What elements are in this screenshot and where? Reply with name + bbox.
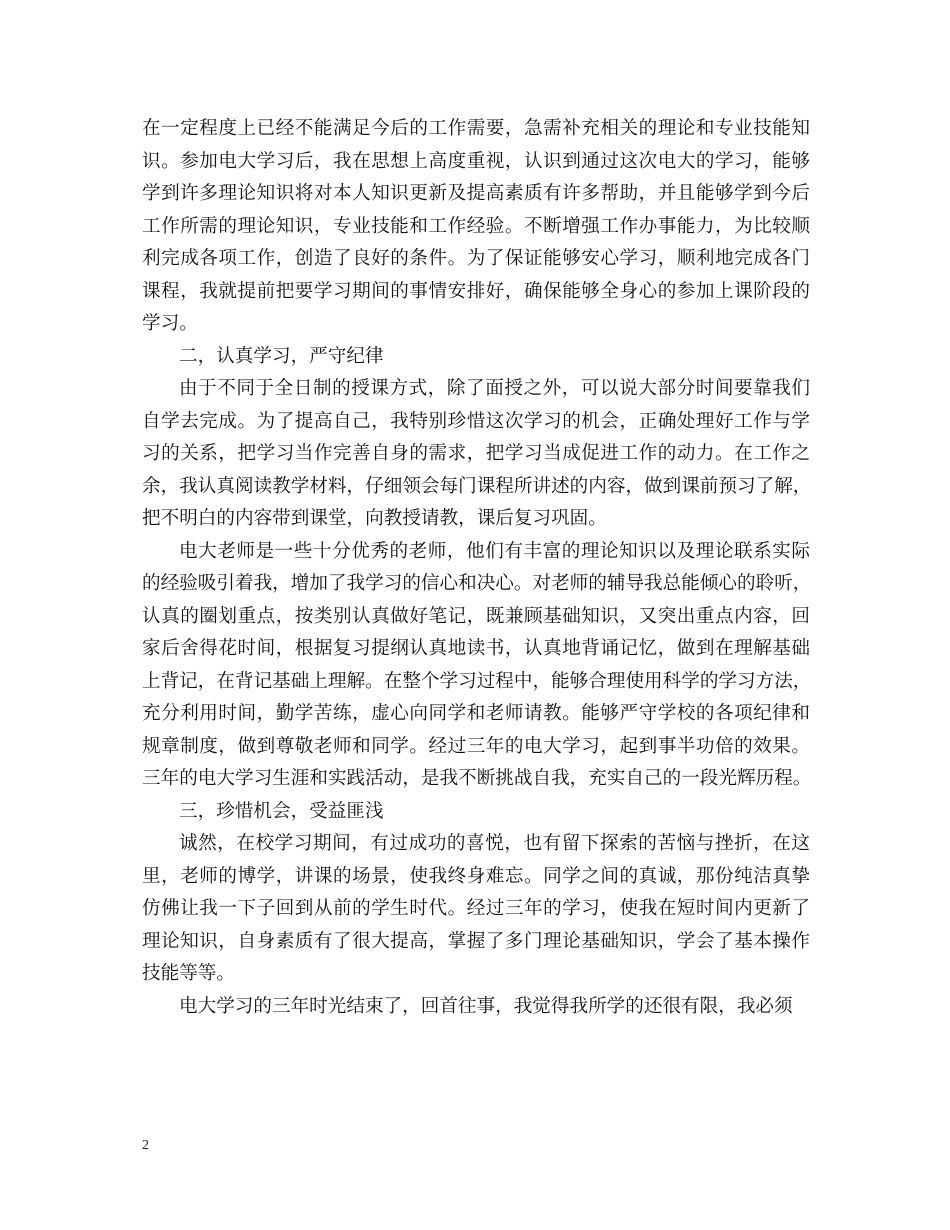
paragraph-line: 诚然，在校学习期间，有过成功的喜悦，也有留下探索的苦恼与挫折，在这 <box>179 833 810 854</box>
paragraph-line: 余，我认真阅读教学材料，仔细领会每门课程所讲述的内容，做到课前预习了解， <box>142 475 812 497</box>
paragraph-line: 工作所需的理论知识，专业技能和工作经验。不断增强工作办事能力，为比较顺 <box>142 215 810 237</box>
paragraph-line: 习的关系，把学习当作完善自身的需求，把学习当成促进工作的动力。在工作之 <box>142 443 810 464</box>
paragraph <box>142 991 810 1024</box>
paragraph-line: 自学去完成。为了提高自己，我特别珍惜这次学习的机会，正确处理好工作与学 <box>142 410 810 432</box>
paragraph-line: 在一定程度上已经不能满足今后的工作需要，急需补充相关的理论和专业技能知 <box>142 118 810 139</box>
paragraph-line: 利完成各项工作，创造了良好的条件。为了保证能够安心学习，顺利地完成各门 <box>142 248 810 269</box>
paragraph-line: 电大老师是一些十分优秀的老师，他们有丰富的理论知识以及理论联系实际 <box>179 540 810 562</box>
paragraph <box>142 828 810 991</box>
paragraph-line: 家后舍得花时间，根据复习提纲认真地读书，认真地背诵记忆，做到在理解基础 <box>142 638 810 659</box>
paragraph-line: 充分利用时间，勤学苦练，虚心向同学和老师请教。能够严守学校的各项纪律和 <box>142 703 810 724</box>
paragraph-line: 识。参加电大学习后，我在思想上高度重视，认识到通过这次电大的学习，能够 <box>142 150 810 172</box>
paragraph-line: 学到许多理论知识将对本人知识更新及提高素质有许多帮助，并且能够学到今后 <box>142 183 810 204</box>
paragraph-line: 三，珍惜机会，受益匪浅 <box>179 800 384 822</box>
paragraph-line: 技能等等。 <box>142 963 235 984</box>
paragraph-line: 规章制度，做到尊敬老师和同学。经过三年的电大学习，起到事半功倍的效果。 <box>142 735 810 757</box>
paragraph-line: 的经验吸引着我，增加了我学习的信心和决心。对老师的辅导我总能倾心的聆听， <box>142 573 812 594</box>
paragraph-line: 学习。 <box>142 313 198 334</box>
paragraph-line: 理论知识，自身素质有了很大提高，掌握了多门理论基础知识，学会了基本操作 <box>142 930 810 952</box>
paragraph-line: 把不明白的内容带到课堂，向教授请教，课后复习巩固。 <box>142 508 607 529</box>
paragraph-line: 三年的电大学习生涯和实践活动，是我不断挑战自我，充实自己的一段光辉历程。 <box>142 768 812 789</box>
paragraph-line: 上背记，在背记基础上理解。在整个学习过程中，能够合理使用科学的学习方法， <box>142 670 812 692</box>
paragraph <box>142 113 810 341</box>
paragraph-line: 电大学习的三年时光结束了，回首往事，我觉得我所学的还很有限，我必须 <box>179 995 793 1017</box>
paragraph-line: 由于不同于全日制的授课方式，除了面授之外，可以说大部分时间要靠我们 <box>179 378 810 399</box>
paragraph-line: 课程，我就提前把要学习期间的事情安排好，确保能够全身心的参加上课阶段的 <box>142 280 810 302</box>
paragraph-line: 认真的圈划重点，按类别认真做好笔记，既兼顾基础知识，又突出重点内容，回 <box>142 605 810 627</box>
paragraph <box>142 536 810 796</box>
paragraph <box>142 373 810 536</box>
paragraph-line: 仿佛让我一下子回到从前的学生时代。经过三年的学习，使我在短时间内更新了 <box>142 898 810 919</box>
paragraph <box>142 341 810 374</box>
paragraph-line: 里，老师的博学，讲课的场景，使我终身难忘。同学之间的真诚，那份纯洁真挚 <box>142 865 810 887</box>
paragraph <box>142 796 810 829</box>
document-body <box>142 113 810 1023</box>
page-number: 2 <box>142 1138 149 1153</box>
paragraph-line: 二，认真学习，严守纪律 <box>179 345 384 367</box>
